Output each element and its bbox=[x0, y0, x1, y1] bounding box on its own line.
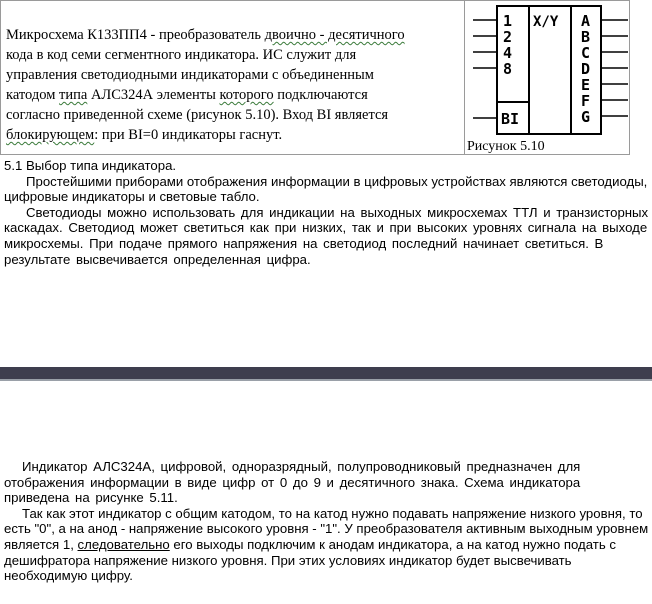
intro-text-part: : при BI=0 индикаторы гаснут. bbox=[94, 127, 283, 143]
intro-line bbox=[6, 25, 461, 45]
intro-text-part: подключаются bbox=[273, 87, 368, 103]
output-label-a: A bbox=[581, 12, 591, 30]
intro-text-part: катодом bbox=[6, 87, 60, 103]
paragraph: Светодиоды можно использовать для индикации на выходных микросхемах ТТЛ и транзисторных каскадах. Светодиод может светиться как при низких, так и при высоких уровнях сигнала на выходе микросхемы. При подаче прямого напряжения на светодиод последний начинает светиться. В результате высвечивается определенная цифра. bbox=[4, 204, 649, 267]
intro-line: согласно приведенной схеме (рисунок 5.10). Вход BI является bbox=[6, 107, 389, 123]
section-indicator-description bbox=[4, 459, 649, 584]
output-pins bbox=[601, 20, 628, 116]
intro-text bbox=[6, 25, 461, 145]
paragraph-part: Так как этот индикатор с общим катодом, то на катод нужно подавать напряжение низкого уровня, то есть "0", а на анод - напряжение высокого уровня - "1". У преобразователя активным выходным уровнем является 1, bbox=[4, 505, 649, 552]
section-indicator-type bbox=[4, 158, 649, 267]
paragraph-part: его выходы подключим к анодам индикатора, а на катод нужно подать с дешифратора напряжение низкого уровня. При этих условиях индикатор будет высвечивать необходимую цифру. bbox=[4, 536, 616, 584]
output-label-e: E bbox=[581, 76, 591, 94]
input-label-4: 4 bbox=[503, 44, 513, 62]
output-label-d: D bbox=[581, 60, 591, 78]
page-break-band bbox=[0, 367, 652, 381]
output-label-f: F bbox=[581, 92, 591, 110]
input-label-2: 2 bbox=[503, 28, 513, 46]
underlined-word: следовательно bbox=[77, 536, 170, 552]
intro-line: управления светодиодными индикаторами с объединенным bbox=[6, 67, 374, 83]
paragraph: Простейшими приборами отображения информации в цифровых устройствах являются светодиоды, цифровые индикаторы и световые табло. bbox=[4, 173, 648, 205]
intro-line: кода в код семи сегментного индикатора. ИС служит для bbox=[6, 47, 357, 63]
input-label-1: 1 bbox=[503, 12, 513, 30]
chip-diagram bbox=[465, 0, 631, 140]
intro-text-part: АЛС324А элементы bbox=[87, 87, 220, 103]
intro-line bbox=[6, 125, 461, 145]
output-label-c: C bbox=[581, 44, 591, 62]
paragraph bbox=[4, 506, 649, 584]
function-label: X/Y bbox=[533, 14, 559, 30]
paragraph: Индикатор АЛС324А, цифровой, одноразрядный, полупроводниковый предназначен для отображения информации в виде цифр от 0 до 9 и десятичного знака. Схема индикатора приведена на рисунке 5.11. bbox=[4, 459, 581, 506]
spell-flagged-word: блокирующем bbox=[6, 127, 95, 143]
output-label-g: G bbox=[581, 108, 591, 126]
input-label-8: 8 bbox=[503, 60, 513, 78]
intro-line bbox=[6, 85, 461, 105]
spell-flagged-word: двоично - десятичного bbox=[264, 27, 405, 43]
input-label-bi: BI bbox=[501, 110, 520, 128]
intro-text-part: Микросхема К133ПП4 - преобразователь bbox=[6, 27, 265, 43]
input-pins bbox=[473, 20, 497, 118]
section-heading: 5.1 Выбор типа индикатора. bbox=[4, 158, 177, 173]
output-label-b: B bbox=[581, 28, 591, 46]
figure-caption: Рисунок 5.10 bbox=[467, 139, 545, 154]
spell-flagged-word: которого bbox=[219, 87, 274, 103]
spell-flagged-word: типа bbox=[59, 87, 88, 103]
